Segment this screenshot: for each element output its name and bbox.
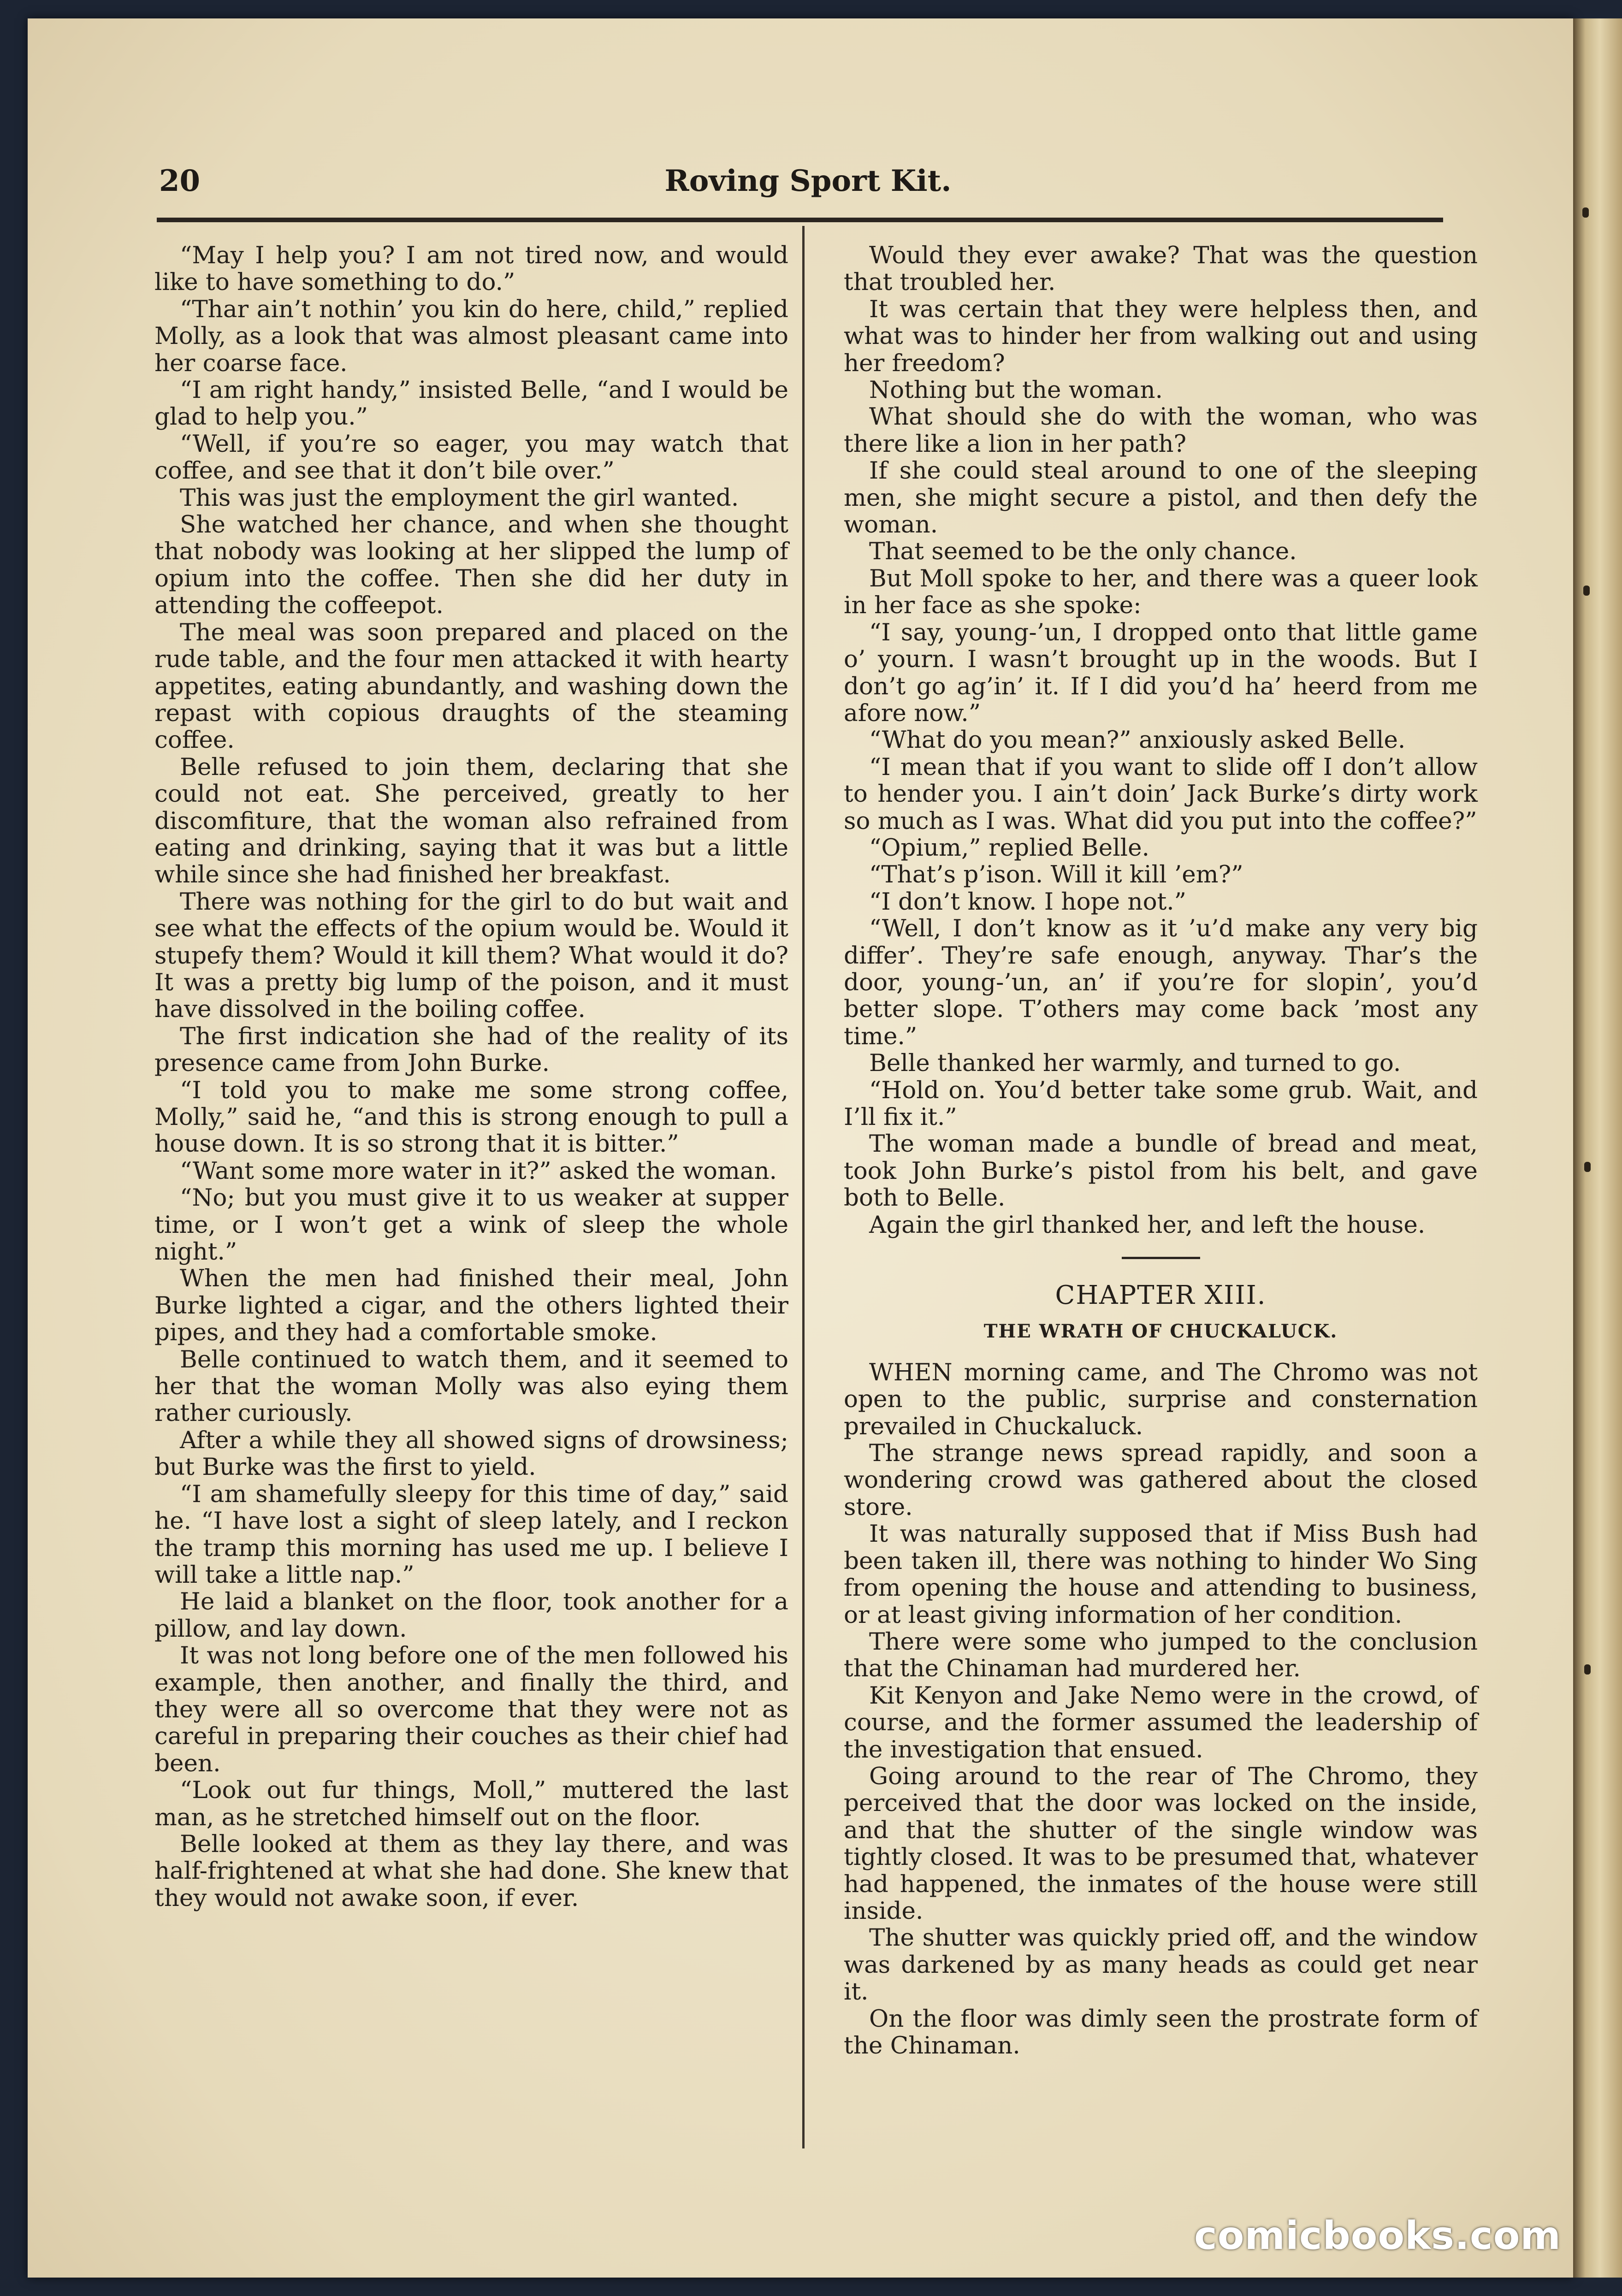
paragraph: “Hold on. You’d better take some grub. Wait, and I’ll fix it.” bbox=[844, 1076, 1478, 1131]
paragraph: If she could steal around to one of the sleeping men, she might secure a pistol, and then defy the woman. bbox=[844, 457, 1478, 539]
header-rule bbox=[157, 218, 1443, 222]
paragraph: After a while they all showed signs of drowsiness; but Burke was the first to yield. bbox=[154, 1426, 788, 1481]
paragraph: Would they ever awake? That was the question that troubled her. bbox=[844, 242, 1478, 296]
paragraph: Again the girl thanked her, and left the house. bbox=[869, 1211, 1426, 1239]
staple-mark bbox=[1584, 1162, 1591, 1172]
running-title: Roving Sport Kit. bbox=[664, 164, 952, 198]
paragraph: “Want some more water in it?” asked the woman. bbox=[180, 1157, 777, 1185]
paragraph: What should she do with the woman, who was there like a lion in her path? bbox=[844, 403, 1478, 458]
staple-mark bbox=[1583, 586, 1590, 596]
page-number: 20 bbox=[159, 164, 201, 198]
paragraph: The shutter was quickly pried off, and the window was darkened by as many heads as could get near it. bbox=[844, 1924, 1478, 2006]
paragraph: “Well, if you’re so eager, you may watch that coffee, and see that it don’t bile over.” bbox=[154, 430, 788, 485]
paragraph: “What do you mean?” anxiously asked Belle. bbox=[869, 726, 1406, 754]
paragraph: She watched her chance, and when she thought that nobody was looking at her slipped the lump of opium into the coffee. Then she did her duty in attending the coffeepot. bbox=[154, 511, 788, 620]
paragraph: “I say, young-’un, I dropped onto that little game o’ yourn. I wasn’t brought up in the woods. But I don’t go ag’in’ it. If I did you’d ha’ heerd from me afore now.” bbox=[844, 618, 1478, 727]
staple-mark bbox=[1584, 1664, 1591, 1675]
paragraph: “May I help you? I am not tired now, and would like to have something to do.” bbox=[154, 242, 788, 296]
page-header bbox=[159, 164, 1457, 205]
column-divider bbox=[802, 226, 805, 2148]
paragraph: There was nothing for the girl to do but wait and see what the effects of the opium would be. Would it stupefy them? Would it kill them? What would it do? It was a pretty big lump of the poison, and it must have dissolved in the boiling coffee. bbox=[154, 888, 788, 1024]
paragraph: Nothing but the woman. bbox=[869, 376, 1163, 404]
paragraph: That seemed to be the only chance. bbox=[869, 538, 1297, 566]
paragraph: There were some who jumped to the conclusion that the Chinaman had murdered her. bbox=[844, 1627, 1478, 1683]
paragraph: “I mean that if you want to slide off I don’t allow to hender you. I ain’t doin’ Jack Burke’s dirty work so much as I was. What did you put into the coffee?” bbox=[844, 753, 1478, 835]
paragraph: Belle looked at them as they lay there, and was half-frightened at what she had done. She knew that they would not awake soon, if ever. bbox=[154, 1830, 788, 1912]
paragraph: Belle refused to join them, declaring that she could not eat. She perceived, greatly to her discomfiture, that the woman also refrained from eating and drinking, saying that it was but a little while since she had finished her breakfast. bbox=[154, 753, 788, 889]
staple-mark bbox=[1582, 207, 1589, 218]
paragraph: “I don’t know. I hope not.” bbox=[869, 888, 1186, 916]
paragraph: When the men had finished their meal, John Burke lighted a cigar, and the others lighted their pipes, and they had a comfortable smoke. bbox=[154, 1265, 788, 1347]
paragraph: It was naturally supposed that if Miss Bush had been taken ill, there was nothing to hinder Wo Sing from opening the house and attending to business, or at least giving information of her condition. bbox=[844, 1520, 1478, 1629]
paragraph: This was just the employment the girl wanted. bbox=[180, 484, 739, 512]
paragraph: “Well, I don’t know as it ’u’d make any very big differ’. They’re safe enough, anyway. Thar’s the door, young-’un, an’ if you’re for slopin’, you’d better slope. T’others may come back ’most any time.” bbox=[844, 915, 1478, 1050]
paragraph: “I told you to make me some strong coffee, Molly,” said he, “and this is strong enough to pull a house down. It is so strong that it is bitter.” bbox=[154, 1076, 788, 1158]
paragraph: The woman made a bundle of bread and meat, took John Burke’s pistol from his belt, and gave both to Belle. bbox=[844, 1130, 1478, 1212]
chapter-title: CHAPTER XIII. bbox=[1055, 1280, 1267, 1311]
chapter-rule bbox=[1122, 1257, 1200, 1259]
paragraph: Kit Kenyon and Jake Nemo were in the crowd, of course, and the former assumed the leadership of the investigation that ensued. bbox=[844, 1681, 1478, 1763]
left-column bbox=[154, 242, 788, 1911]
paragraph: “I am shamefully sleepy for this time of day,” said he. “I have lost a sight of sleep lately, and I reckon the tramp this morning has used me up. I believe I will take a little nap.” bbox=[154, 1480, 788, 1589]
paragraph: He laid a blanket on the floor, took another for a pillow, and lay down. bbox=[154, 1588, 788, 1643]
paragraph: The first indication she had of the reality of its presence came from John Burke. bbox=[154, 1022, 788, 1077]
paragraph: It was certain that they were helpless then, and what was to hinder her from walking out and using her freedom? bbox=[844, 295, 1478, 377]
paragraph: WHEN morning came, and The Chromo was not open to the public, surprise and consternation prevailed in Chuckaluck. bbox=[844, 1358, 1478, 1440]
paragraph: But Moll spoke to her, and there was a queer look in her face as she spoke: bbox=[844, 564, 1478, 620]
watermark: comicbooks.com bbox=[1194, 2213, 1561, 2258]
paragraph: On the floor was dimly seen the prostrate form of the Chinaman. bbox=[844, 2005, 1478, 2059]
paragraph: Going around to the rear of The Chromo, they perceived that the door was locked on the inside, and that the shutter of the single window was tightly closed. It was to be presumed that, whatever had happened, the inmates of the house were still inside. bbox=[844, 1762, 1478, 1925]
paragraph: The meal was soon prepared and placed on the rude table, and the four men attacked it with hearty appetites, eating abundantly, and washing down the repast with copious draughts of the steaming coffee. bbox=[154, 618, 788, 754]
binding-spine bbox=[1573, 18, 1622, 2278]
paragraph: “No; but you must give it to us weaker at supper time, or I won’t get a wink of sleep the whole night.” bbox=[154, 1184, 788, 1266]
paragraph: “That’s p’ison. Will it kill ’em?” bbox=[869, 861, 1243, 889]
paragraph: “Opium,” replied Belle. bbox=[869, 834, 1149, 862]
chapter-subtitle: THE WRATH OF CHUCKALUCK. bbox=[983, 1320, 1338, 1343]
paragraph: “Look out fur things, Moll,” muttered the last man, as he stretched himself out on the floor. bbox=[154, 1776, 788, 1831]
right-column bbox=[844, 242, 1478, 2059]
paragraph: Belle thanked her warmly, and turned to go. bbox=[869, 1049, 1401, 1077]
paragraph: “I am right handy,” insisted Belle, “and I would be glad to help you.” bbox=[154, 376, 788, 431]
paragraph: Belle continued to watch them, and it seemed to her that the woman Molly was also eying them rather curiously. bbox=[154, 1345, 788, 1427]
paragraph: The strange news spread rapidly, and soon a wondering crowd was gathered about the closed store. bbox=[844, 1439, 1478, 1521]
paragraph: It was not long before one of the men followed his example, then another, and finally the third, and they were all so overcome that they were not as careful in preparing their couches as their chief had been. bbox=[154, 1642, 788, 1777]
paragraph: “Thar ain’t nothin’ you kin do here, child,” replied Molly, as a look that was almost pleasant came into her coarse face. bbox=[154, 295, 788, 377]
